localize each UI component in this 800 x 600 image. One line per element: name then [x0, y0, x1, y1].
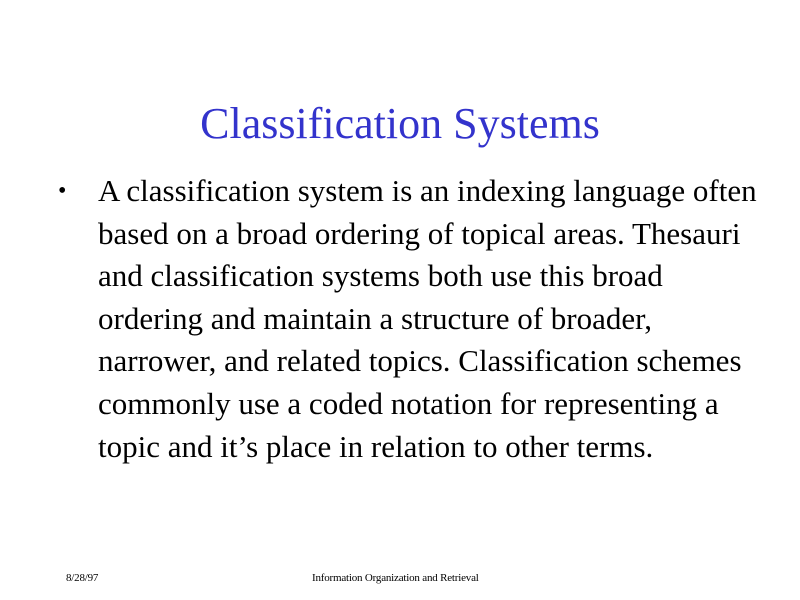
- slide-title: Classification Systems: [200, 99, 600, 148]
- bullet-item: [58, 170, 758, 468]
- bullet-text: A classification system is an indexing language often based on a broad ordering of topical areas. Thesauri and classification systems both use this broad ordering and maintain a structure of broader, narrower, and related topics. Classification schemes commonly use a coded notation for representing a topic and it’s place in relation to other terms.: [98, 173, 757, 464]
- footer-title: Information Organization and Retrieval: [312, 572, 479, 584]
- footer-date: 8/28/97: [66, 572, 99, 584]
- bullet-list: [58, 170, 758, 468]
- bullet-icon: •: [58, 178, 67, 204]
